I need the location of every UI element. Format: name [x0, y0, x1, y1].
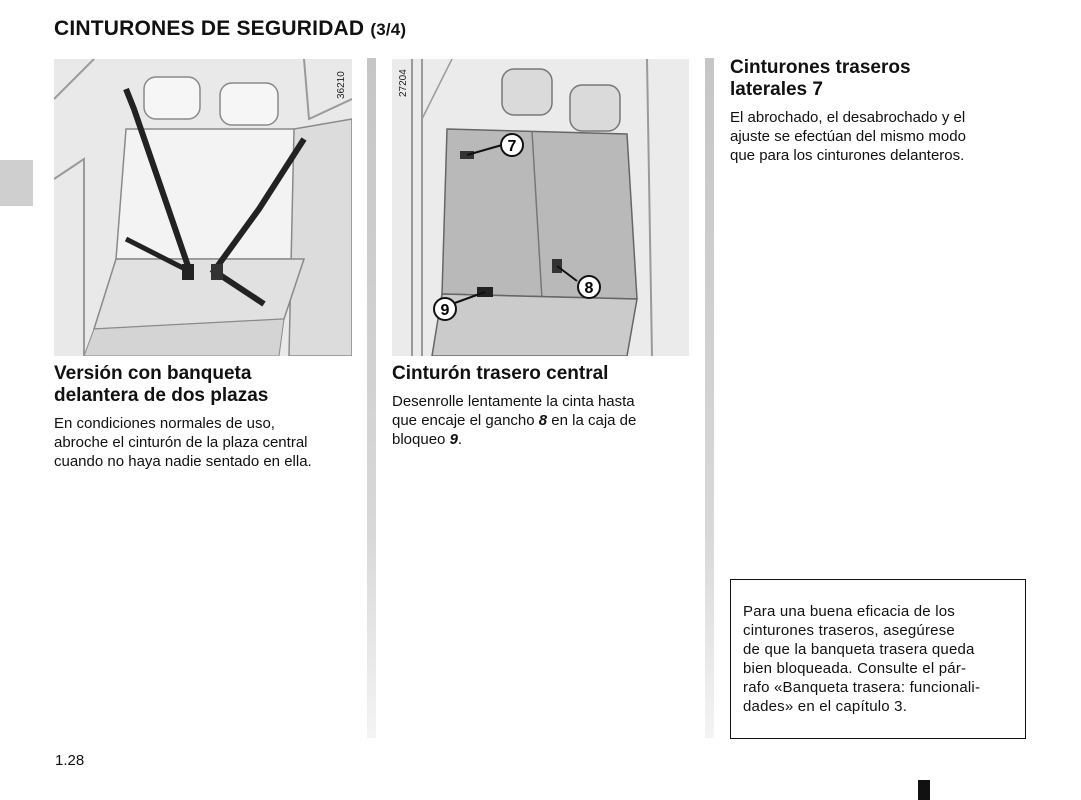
heading-line: Cinturones traseros: [730, 57, 911, 78]
note-line: rafo «Banqueta trasera: funcionali-: [743, 679, 981, 696]
body-line: En condiciones normales de uso,: [54, 415, 275, 432]
column-divider-1: [367, 58, 376, 738]
callout-7: [501, 134, 523, 156]
callout-8: [578, 276, 600, 298]
section-rear-side-heading: [730, 57, 1027, 101]
body-line: [392, 411, 689, 430]
section-rear-central: [392, 363, 689, 449]
body-line: cuando no haya nadie sentado en ella.: [54, 453, 312, 470]
heading-line: delantera de dos plazas: [54, 385, 269, 406]
section-rear-side: [730, 57, 1027, 165]
heading-line: Cinturón trasero central: [392, 363, 609, 384]
section-rear-central-body: [392, 392, 689, 449]
front-bench-illustration: [54, 59, 352, 356]
body-text-run: .: [457, 431, 463, 448]
column-divider-2: [705, 58, 714, 738]
page-number: 1.28: [55, 752, 85, 769]
body-text-run: bloqueo: [392, 431, 450, 448]
body-line: El abrochado, el desabrochado y el: [730, 109, 966, 126]
corner-mark: [918, 780, 930, 800]
note-line: Para una buena eficacia de los: [743, 603, 955, 620]
ref-lock-9: 9: [449, 431, 458, 448]
page-title-suffix: (3/4): [370, 20, 407, 39]
callout-8-label: 8: [584, 280, 594, 297]
rear-seat-illustration: [392, 59, 689, 356]
chapter-tab: [0, 160, 33, 206]
figure-code-27204: 27204: [398, 69, 409, 97]
body-line: Desenrolle lentamente la cinta hasta: [392, 393, 635, 410]
body-line: abroche el cinturón de la plaza central: [54, 434, 308, 451]
heading-line: Versión con banqueta: [54, 363, 252, 384]
figure-front-bench: [54, 59, 352, 356]
ref-hook-8: 8: [538, 412, 548, 429]
body-text-run: que encaje el gancho: [392, 412, 539, 429]
note-text: [743, 602, 1013, 716]
callout-9: [434, 298, 456, 320]
note-line: bien bloqueada. Consulte el pár-: [743, 660, 967, 677]
body-line: ajuste se efectúan del mismo modo: [730, 128, 966, 145]
note-line: cinturones traseros, asegúrese: [743, 622, 955, 639]
note-line: de que la banqueta trasera queda: [743, 641, 975, 658]
page-title: CINTURONES DE SEGURIDAD (3/4): [54, 17, 407, 40]
callout-7-label: 7: [507, 138, 517, 155]
section-front-bench-body: [54, 414, 352, 471]
section-front-bench: [54, 363, 352, 471]
body-text-run: en la caja de: [547, 412, 637, 429]
section-rear-side-body: [730, 108, 1027, 165]
note-box: [730, 579, 1026, 739]
figure-code-36210: 36210: [336, 71, 347, 99]
body-line: que para los cinturones delanteros.: [730, 147, 965, 164]
callout-9-label: 9: [440, 302, 450, 319]
note-line: dades» en el capítulo 3.: [743, 698, 908, 715]
section-rear-central-heading: [392, 363, 689, 385]
figure-rear-seat: [392, 59, 689, 356]
section-front-bench-heading: [54, 363, 352, 407]
heading-line: laterales 7: [730, 79, 823, 100]
body-line: [392, 430, 689, 449]
